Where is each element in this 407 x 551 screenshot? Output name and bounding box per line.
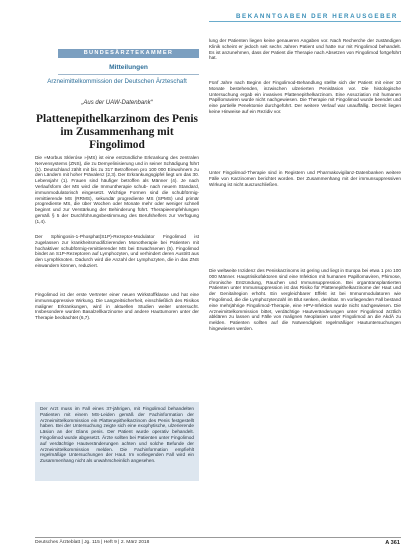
page-number: A 361: [385, 540, 400, 546]
notice-sublabel: Mitteilungen: [109, 64, 148, 71]
right-paragraph-2: Fünf Jahre nach Beginn der Fingolimod-Behandlung stellte sich der Patient mit einer 10 Monate bestehenden, inzwischen ulzerierten Penisläsion vor. Die histologische Untersuchung ergab ein invasives Plattenepithelkarzinom. Eine Assoziation mit humanen Papillomaviren wurde nicht nachgewiesen. Die Therapie mit Fingolimod wurde beendet und eine partielle Penektomie durchgeführt. Der weitere Verlauf war unauffällig. Derzeit liegen keine Hinweise auf ein Rezidiv vor.: [209, 80, 401, 114]
committee-name: Arzneimittelkommission der Deutschen Ärzteschaft: [47, 78, 187, 85]
highlight-text: Der Arzt muss im Fall eines 37-jährigen, mit Fingolimod behandelten Patienten mit einem MS-Leiden gemäß der Fachinformation der Arzneimittelkommission ein Plattenepithelkarzinom des Penis festgestellt haben. Bei der Untersuchung zeigte sich eine exophytische, ulzerierende Läsion an der Glans penis. Der Patient wurde operativ behandelt. Fingolimod wurde abgesetzt. Ärzte sollten bei Patienten unter Fingolimod auf verdächtige Hautveränderungen achten und solche Befunde der Arzneimittelkommission melden. Die Fachinformation empfiehlt regelmäßige Untersuchungen der Haut. Im vorliegenden Fall wird ein Zusammenhang nicht als unwahrscheinlich angesehen.: [40, 406, 194, 464]
left-paragraph-3: Fingolimod ist der erste Vertreter einer neuen Wirkstoffklasse und hat eine immunsuppressive Wirkung. Die Langzeitsicherheit, einschließlich des Risikos maligner Erkrankungen, wird in aktuellen Studien weiter untersucht. Insbesondere wurden Basalzellkarzinome und andere Hauttumoren unter der Therapie beobachtet (6,7).: [35, 292, 199, 321]
highlight-box: [35, 402, 199, 481]
series-label: „Aus der UAW-Datenbank“: [81, 100, 153, 106]
left-paragraph-1: Die »Morbus Skleróse »(MS) ist eine entzündliche Erkrankung des zentralen Nervensystems (ZNS), die zu Demyelinisierung und in seiner Schädigung führt (1). Deutschland zählt mit bis zu 317 Betroffenen pro 100 000 Einwohnern zu den Ländern mit hoher Prävalenz (2,3). Der Erkrankungsgipfel liegt um das 30. Lebensjahr (1). Frauen sind häufiger betroffen als Männer (4). Je nach Verlaufsform der MS wird die Immuntherapie schub- nach neuem Standard, immunmodulatorisch eingesetzt. Wichtige Formen sind die schubförmig-remittierende MS (RRMS), sekundär progrediente MS (SPMS) und primär progrediente MS, die über Wochen oder Monate mehr oder weniger schnell beginnt und zur Verstärkung der Behinderung führt. Therapieempfehlungen gemäß § 5 der Durchführungsbestimmung des Berufshelfers zur Verfügung (1,4).: [35, 155, 199, 224]
right-paragraph-3: Unter Fingolimod-Therapie sind in Registern und Pharmakovigilanz-Datenbanken weitere Fälle von Karzinomen berichtet worden. Der Zusammenhang mit der immunsuppressiven Wirkung ist nicht auszuschließen.: [209, 170, 401, 187]
right-paragraph-1: lung der Patienten liegen keine genaueren Angaben vor. Nach Recherche der zuständigen Klinik scheint er jedoch seit sechs Jahren Patient und hatte nur mit Fingolimod behandelt. Es ist anzunehmen, dass der Patient die Therapie nach Absetzen von Fingolimod fortgeführt hat.: [209, 38, 401, 61]
footer-rule: [35, 537, 401, 538]
sublabel-rule: [58, 74, 199, 75]
right-paragraph-4: Die weltweite Inzidenz des Peniskarzinoms ist gering und liegt in Europa bei etwa 1 pro 100 000 Männer. Hauptrisikofaktoren sind eine Infektion mit humanen Papillomaviren, Phimose, chronische Entzündung, Rauchen und Immunsuppression. Bei organtransplantierten Patienten unter Immunsuppression ist das Risiko für Plattenepithelkarzinome der Haut und der Genitalregion erhöht. Ein vergleichbarer Effekt ist bei Immunmodulatoren wie Fingolimod, die die Lymphozytenzahl im Blut senken, denkbar. Im vorliegenden Fall bestand eine mehrjährige Fingolimod-Therapie, eine HPV-Infektion wurde nicht nachgewiesen. Die Arzneimittelkommission bittet, verdächtige Hautveränderungen unter Fingolimod ärztlich abklären zu lassen und Fälle von malignen Neoplasien unter Fingolimod an die AkdÄ zu melden. Patienten sollten auf die Notwendigkeit regelmäßiger Hautuntersuchungen hingewiesen werden.: [209, 268, 401, 331]
header-rule: [209, 21, 401, 22]
journal-citation: Deutsches Ärzteblatt | Jg. 115 | Heft 9 | 2. März 2018: [35, 540, 150, 545]
article-title: Plattenepithelkarzinom des Penis im Zusammenhang mit Fingolimod: [36, 113, 198, 151]
category-bar: BUNDESÄRZTEKAMMER: [58, 49, 199, 58]
section-header: BEKANNTGABEN DER HERAUSGEBER: [235, 13, 398, 20]
left-paragraph-2: Der Sphingosin-1-Phosphat(S1P)-Rezeptor-Modulator Fingolimod ist zugelassen zur krankheitsmodifizierenden Monotherapie bei Patienten mit hochaktiver schubförmig-remittierender MS bei Erwachsenen (5). Fingolimod bindet an S1P-Rezeptoren auf Lymphozyten, und verhindert deren Austritt aus den Lymphknoten. Dadurch wird die Anzahl der Lymphozyten, die in das ZNS einwandern können, reduziert.: [35, 234, 199, 268]
